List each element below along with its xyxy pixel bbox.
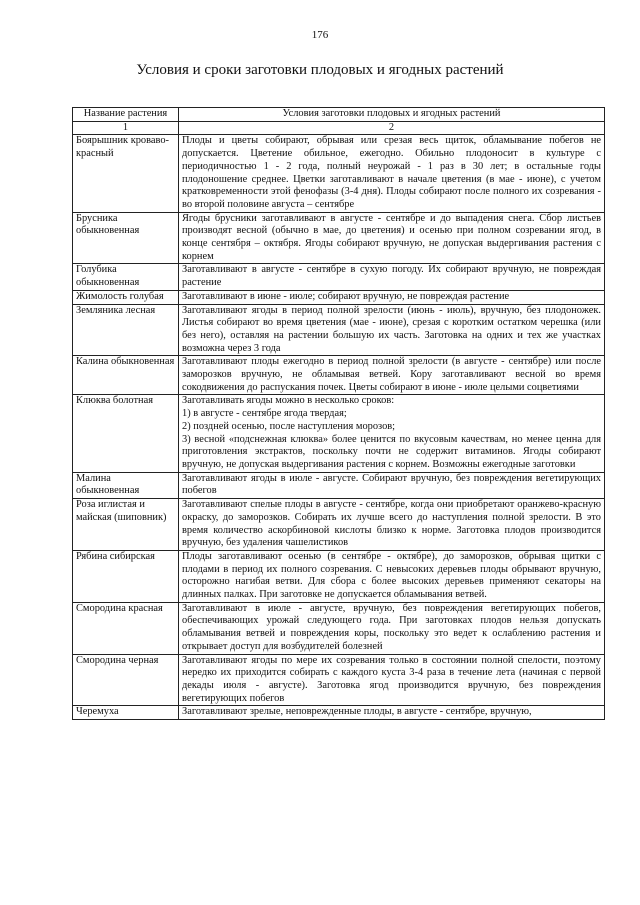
condition-paragraph: Заготавливают в августе - сентябре в сухую погоду. Их собирают вручную, не повреждая растение xyxy=(182,264,601,289)
column-number-1: 1 xyxy=(73,121,179,135)
table-row xyxy=(73,395,605,472)
plant-name-cell: Малина обыкновенная xyxy=(73,472,179,498)
harvest-conditions-cell xyxy=(179,290,605,304)
harvest-conditions-cell xyxy=(179,212,605,264)
table-body xyxy=(73,135,605,720)
plant-name-cell: Смородина черная xyxy=(73,654,179,706)
condition-paragraph: 1) в августе - сентябре ягода твердая; xyxy=(182,408,347,420)
table-row xyxy=(73,212,605,264)
table-row xyxy=(73,135,605,212)
harvest-conditions-cell xyxy=(179,304,605,356)
table-row xyxy=(73,472,605,498)
harvest-table xyxy=(72,107,605,720)
condition-paragraph: Плоды и цветы собирают, обрывая или срезая весь щиток, обламывание побегов не допускается. Цветение обильное, ежегодно. Обильно плодоносит в культуре с периодичностью 1 - 2 года, полный неурожай - 1 раз в 30 лет; в остальные годы плодоношение среднее. Цветки заготавливают в начале цветения (в мае - июне), с учетом кратковременности этой фенофазы (3-4 дня). Плоды собирают после полного их созревания - во второй половине августа – сентябре xyxy=(182,135,601,210)
harvest-conditions-cell xyxy=(179,356,605,395)
condition-paragraph: Заготавливают в июле - августе, вручную, без повреждения вегетирующих побегов, обеспечивающих урожай следующего года. При заготовках плодов нельзя допускать обламывания ветвей и повреждения коры, поскольку это ведет к ослаблению растения и открывает доступ для возбудителей болезней xyxy=(182,602,601,652)
harvest-conditions-cell xyxy=(179,135,605,212)
plant-name-cell: Калина обыкновенная xyxy=(73,356,179,395)
harvest-conditions-cell xyxy=(179,550,605,602)
column-number-row xyxy=(73,121,605,135)
header-conditions: Условия заготовки плодовых и ягодных растений xyxy=(179,108,605,122)
plant-name-cell: Голубика обыкновенная xyxy=(73,264,179,290)
table-row xyxy=(73,499,605,551)
condition-paragraph: 2) поздней осенью, после наступления морозов; xyxy=(182,420,396,432)
plant-name-cell: Смородина красная xyxy=(73,602,179,654)
condition-paragraph: Заготавливают ягоды в период полной зрелости (июнь - июль), вручную, без плодоножек. Листья собирают во время цветения (мае - июне), срезая с коротким остатком черешка (или без него), оставляя на растении большую их часть. Заготовка на одних и тех же участках возможна через 3 года xyxy=(182,304,601,354)
harvest-conditions-cell xyxy=(179,395,605,472)
column-number-2: 2 xyxy=(179,121,605,135)
plant-name-cell: Жимолость голубая xyxy=(73,290,179,304)
table-row xyxy=(73,290,605,304)
harvest-conditions-cell xyxy=(179,654,605,706)
table-row xyxy=(73,654,605,706)
condition-paragraph: Заготавливают ягоды в июле - августе. Собирают вручную, без повреждения вегетирующих побегов xyxy=(182,472,601,497)
table-row xyxy=(73,304,605,356)
table-row xyxy=(73,550,605,602)
condition-paragraph: Заготавливают ягоды по мере их созревания только в состоянии полной спелости, поэтому нередко их приходится собирать с каждого куста 3-4 раза в течение лета (начиная с первой декады июля - августе). Заготовка ягод производится вручную, без повреждения вегетирующих побегов xyxy=(182,654,601,704)
condition-paragraph: 3) весной «подснежная клюква» более ценится по вкусовым качествам, но менее ценна для приготовления экстрактов, поскольку почти не содержит витаминов. Ягоды собирают вручную, не допуская выдергивания растения с корнем. Возможны ежегодные заготовки xyxy=(182,433,601,470)
plant-name-cell: Боярышник кроваво-красный xyxy=(73,135,179,212)
table-row xyxy=(73,706,605,720)
table-header-row xyxy=(73,108,605,122)
condition-paragraph: Ягоды брусники заготавливают в августе - сентябре и до выпадения снега. Сбор листьев производят весной (обычно в мае, до цветения) и осенью при полном созревании ягод, в конце сентября – октября. Ягоды собирают вручную, не допуская выдергивания растения с корнем xyxy=(182,212,601,262)
header-plant-name: Название растения xyxy=(73,108,179,122)
table-row xyxy=(73,602,605,654)
plant-name-cell: Клюква болотная xyxy=(73,395,179,472)
harvest-conditions-cell xyxy=(179,706,605,720)
condition-paragraph: Заготавливают зрелые, неповрежденные плоды, в августе - сентябре, вручную, xyxy=(182,706,532,718)
table-row xyxy=(73,264,605,290)
condition-paragraph: Плоды заготавливают осенью (в сентябре - октябре), до заморозков, обрывая щитки с плодами в период их полного созревания. С невысоких деревьев плоды обрывают вручную, осторожно нагибая ветви. Для сбора с более высоких деревьев применяют секаторы на длинных палках. При заготовке не допускается обламывания ветвей. xyxy=(182,550,601,601)
document-title: Условия и сроки заготовки плодовых и ягодных растений xyxy=(136,62,504,78)
plant-name-cell: Земляника лесная xyxy=(73,304,179,356)
harvest-conditions-cell xyxy=(179,602,605,654)
condition-paragraph: Заготавливают спелые плоды в августе - сентябре, когда они приобретают оранжево-красную окраску, до заморозков. Собирать их лучше всего до наступления полной зрелости. В это время количество аскорбиновой кислоты близко к норме. Заготовка плодов производится вручную, без удаления чашелистиков xyxy=(182,499,601,549)
condition-paragraph: Заготавливают в июне - июле; собирают вручную, не повреждая растение xyxy=(182,290,510,302)
condition-paragraph: Заготавливать ягоды можно в несколько сроков: xyxy=(182,395,395,407)
plant-name-cell: Роза иглистая и майская (шиповник) xyxy=(73,499,179,551)
harvest-conditions-cell xyxy=(179,499,605,551)
page-number: 176 xyxy=(311,29,329,41)
harvest-conditions-cell xyxy=(179,472,605,498)
plant-name-cell: Черемуха xyxy=(73,706,179,720)
harvest-conditions-cell xyxy=(179,264,605,290)
plant-name-cell: Рябина сибирская xyxy=(73,550,179,602)
plant-name-cell: Брусника обыкновенная xyxy=(73,212,179,264)
table-row xyxy=(73,356,605,395)
condition-paragraph: Заготавливают плоды ежегодно в период полной зрелости (в августе - сентябре) или после заморозков вручную, не обламывая ветвей. Кору заготавливают весной во время сокодвижения до распускания почек. Цветы собирают в июне - июле целыми соцветиями xyxy=(182,356,601,393)
